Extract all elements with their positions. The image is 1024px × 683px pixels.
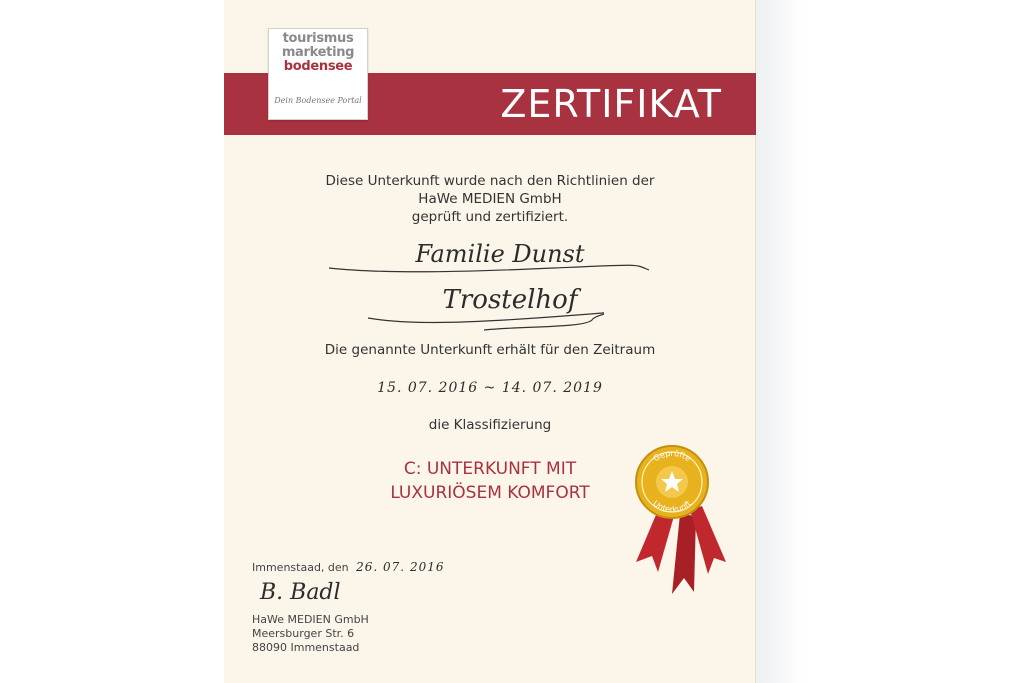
place-date-label: Immenstaad, den xyxy=(252,561,349,574)
recipient-name: Familie Dunst xyxy=(415,240,585,268)
seal-bottom-text: Unterkunft xyxy=(651,498,693,515)
intro-line-2: HaWe MEDIEN GmbH xyxy=(418,191,562,207)
issue-date: 26. 07. 2016 xyxy=(356,560,445,574)
quality-seal xyxy=(628,444,728,600)
company-name: HaWe MEDIEN GmbH xyxy=(252,613,369,626)
logo-tagline: Dein Bodensee Portal xyxy=(274,96,362,105)
place-date-row xyxy=(252,561,444,574)
tourism-logo xyxy=(268,28,368,120)
property-name: Trostelhof xyxy=(442,285,578,315)
company-city: 88090 Immenstaad xyxy=(252,641,360,654)
intro-line-3: geprüft und zertifiziert. xyxy=(411,209,569,225)
signature: B. Badl xyxy=(260,580,341,605)
scan-background-edge xyxy=(756,0,802,683)
company-street: Meersburger Str. 6 xyxy=(252,627,355,640)
period-label: Die genannte Unterkunft erhält für den Zeitraum xyxy=(324,342,656,358)
certificate-title: ZERTIFIKAT xyxy=(500,82,722,126)
intro-line-1: Diese Unterkunft wurde nach den Richtlinien der xyxy=(325,173,655,189)
seal-top-text: Geprüfte xyxy=(651,448,693,464)
seal-ribbon xyxy=(636,506,726,594)
period-value: 15. 07. 2016 ~ 14. 07. 2019 xyxy=(377,380,603,396)
classification-label: die Klassifizierung xyxy=(428,417,552,433)
logo-line-bodensee: bodensee xyxy=(283,59,353,74)
classification-line-2: LUXURIÖSEM KOMFORT xyxy=(390,483,590,503)
logo-line-marketing: marketing xyxy=(281,45,355,60)
property-underline-flourish xyxy=(364,300,604,336)
name-underline-flourish xyxy=(324,256,654,276)
logo-line-tourismus: tourismus xyxy=(282,31,354,46)
classification-line-1: C: UNTERKUNFT MIT xyxy=(403,459,577,479)
